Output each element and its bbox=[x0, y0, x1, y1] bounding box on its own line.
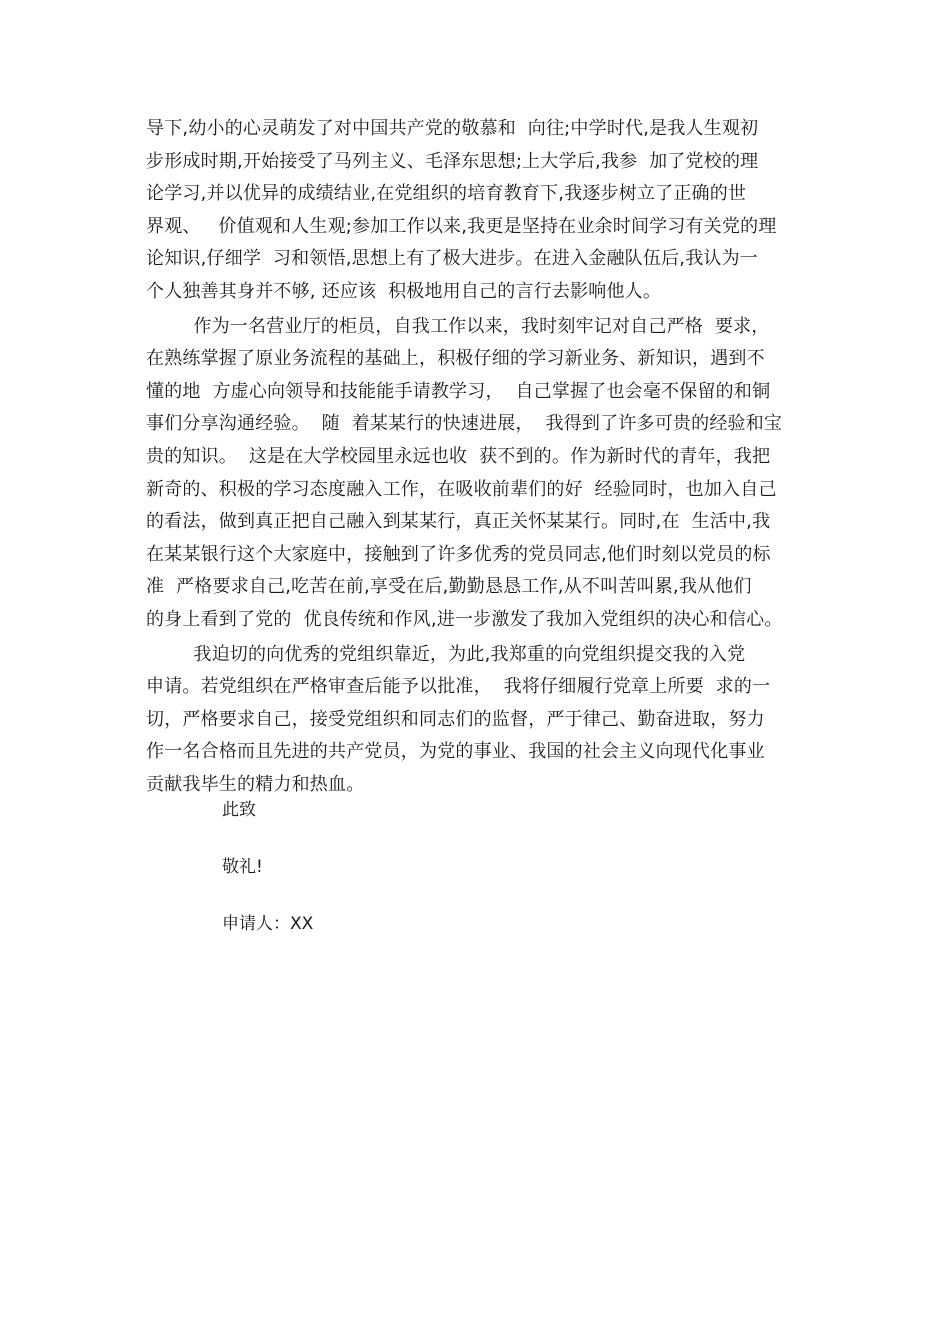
paragraph-3 bbox=[146, 639, 811, 802]
text-line: 申请。若党组织在严格审查后能予以批准， 我将仔细履行党章上所要 求的一 bbox=[146, 676, 771, 698]
text-line: 步形成时期,开始接受了马列主义、毛泽东思想;上大学后,我参 加了党校的理 bbox=[146, 150, 759, 172]
text-line: 懂的地 方虚心向领导和技能能手请教学习， 自己掌握了也会毫不保留的和铜 bbox=[146, 380, 771, 402]
text-line: 贵的知识。 这是在大学校园里永远也收 获不到的。作为新时代的青年，我把 bbox=[146, 445, 771, 467]
text-line: 切，严格要求自己，接受党组织和同志们的监督，严于律己、勤奋进取，努力 bbox=[146, 708, 765, 730]
text-line: 在某某银行这个大家庭中，接触到了许多优秀的党员同志,他们时刻以党员的标 bbox=[146, 543, 771, 565]
paragraph-2 bbox=[146, 311, 811, 637]
text-line: 作为一名营业厅的柜员，自我工作以来，我时刻牢记对自己严格 要求， bbox=[146, 315, 770, 337]
text-line: 的身上看到了党的 优良传统和作风,进一步激发了我加入党组织的决心和信心。 bbox=[146, 608, 783, 630]
text-line: 准 严格要求自己,吃苦在前,享受在后,勤勤恳恳工作,从不叫苦叫累,我从他们 bbox=[146, 576, 752, 598]
text-line: 作一名合格而且先进的共产党员，为党的事业、我国的社会主义向现代化事业 bbox=[146, 741, 765, 763]
closing-salutation: 此致 bbox=[222, 800, 256, 820]
text-line: 新奇的、积极的学习态度融入工作，在吸收前辈们的好 经验同时，也加入自己 bbox=[146, 478, 777, 500]
text-line: 论知识,仔细学 习和领悟,思想上有了极大进步。在进入金融队伍后,我认为一 bbox=[146, 248, 759, 270]
text-line: 个人独善其身并不够, 还应该 积极地用自己的言行去影响他人。 bbox=[146, 280, 662, 302]
text-line: 事们分享沟通经验。 随 着某某行的快速进展， 我得到了许多可贵的经验和宝 bbox=[146, 413, 783, 435]
closing-regards: 敬礼! bbox=[222, 857, 263, 877]
text-line: 在熟练掌握了原业务流程的基础上，积极仔细的学习新业务、新知识，遇到不 bbox=[146, 348, 765, 370]
text-line: 导下,幼小的心灵萌发了对中国共产党的敬慕和 向往;中学时代,是我人生观初 bbox=[146, 118, 759, 139]
letter-body bbox=[146, 113, 811, 801]
applicant-signature-line: 申请人：XX bbox=[222, 914, 314, 934]
paragraph-1 bbox=[146, 113, 811, 309]
text-line: 论学习,并以优异的成绩结业,在党组织的培育教育下,我逐步树立了正确的世 bbox=[146, 183, 747, 205]
text-line: 我迫切的向优秀的党组织靠近，为此,我郑重的向党组织提交我的入党 bbox=[146, 643, 746, 665]
text-line: 界观、 价值观和人生观;参加工作以来,我更是坚持在业余时间学习有关党的理 bbox=[146, 215, 777, 237]
text-line: 贡献我毕生的精力和热血。 bbox=[146, 773, 365, 795]
text-line: 的看法，做到真正把自己融入到某某行，真正关怀某某行。同时,在 生活中,我 bbox=[146, 511, 771, 533]
